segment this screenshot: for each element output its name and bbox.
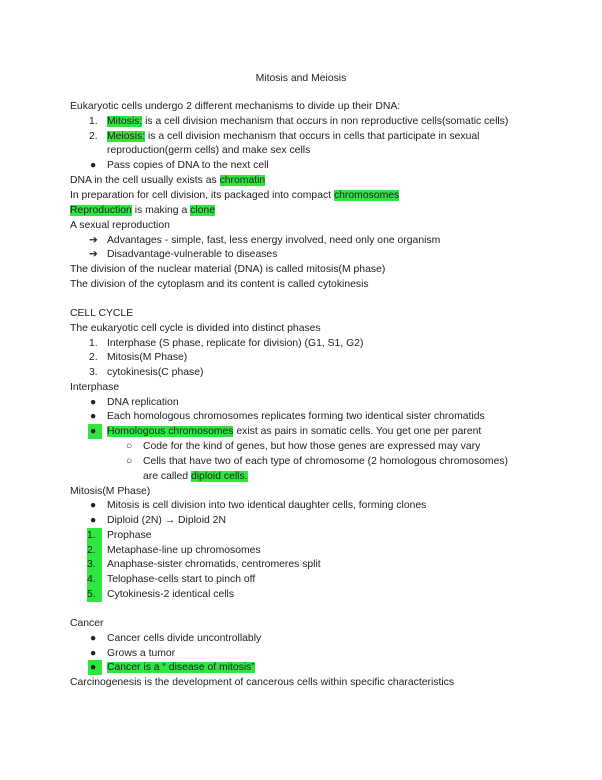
list-item: DNA replication xyxy=(107,397,179,408)
step-marker: 3. xyxy=(87,557,102,572)
reproduction-line: Reproduction is making a clone xyxy=(70,205,215,216)
highlight-homologous: Homologous chromosomes xyxy=(107,426,234,437)
dna-line: DNA in the cell usually exists as chromatin xyxy=(70,175,266,186)
bullet-marker: ● xyxy=(88,424,102,439)
step-marker: 4. xyxy=(87,572,102,587)
carcinogenesis-line: Carcinogenesis is the development of cancerous cells within specific characteristics xyxy=(70,677,455,688)
list-marker: 2. xyxy=(89,131,98,142)
cell-cycle-text: The eukaryotic cell cycle is divided into distinct phases xyxy=(70,323,321,334)
step-item: Cytokinesis-2 identical cells xyxy=(107,589,235,600)
bullet-marker: ● xyxy=(90,160,97,171)
step-item: Telophase-cells start to pinch off xyxy=(107,574,256,585)
list-item-disease-of-mitosis xyxy=(107,660,255,675)
list-item-pass-copies: Pass copies of DNA to the next cell xyxy=(107,160,269,171)
circle-bullet-icon: ○ xyxy=(126,441,133,452)
bullet-marker: ● xyxy=(88,660,102,675)
list-item: Mitosis(M Phase) xyxy=(107,352,188,363)
mitosis-heading: Mitosis(M Phase) xyxy=(70,486,151,497)
list-item: Diploid (2N) → Diploid 2N xyxy=(107,515,226,526)
cancer-heading: Cancer xyxy=(70,618,104,629)
highlight-chromatin: chromatin xyxy=(219,175,266,186)
list-item: cytokinesis(C phase) xyxy=(107,367,204,378)
bullet-marker: ● xyxy=(90,397,97,408)
list-marker: 1. xyxy=(89,338,98,349)
list-marker: 2. xyxy=(89,352,98,363)
circle-bullet-icon: ○ xyxy=(126,456,133,467)
highlight-disease: Cancer is a “ disease of mitosis” xyxy=(107,662,255,673)
bullet-marker: ● xyxy=(90,515,97,526)
step-item: Anaphase-sister chromatids, centromeres split xyxy=(107,559,321,570)
list-marker: 1. xyxy=(89,116,98,127)
list-item: Interphase (S phase, replicate for division) (G1, S1, G2) xyxy=(107,338,364,349)
asexual-heading: A sexual reproduction xyxy=(70,220,170,231)
highlight-meiosis: Meiosis: xyxy=(107,131,146,142)
list-item: Grows a tumor xyxy=(107,648,176,659)
cytokinesis-line: The division of the cytoplasm and its content is called cytokinesis xyxy=(70,279,369,290)
nuclear-division-line: The division of the nuclear material (DNA) is called mitosis(M phase) xyxy=(70,264,386,275)
intro-text: Eukaryotic cells undergo 2 different mechanisms to divide up their DNA: xyxy=(70,101,401,112)
list-item-disadvantage: Disadvantage-vulnerable to diseases xyxy=(107,249,278,260)
list-item: Mitosis is cell division into two identical daughter cells, forming clones xyxy=(107,500,427,511)
cell-cycle-heading: CELL CYCLE xyxy=(70,308,134,319)
prep-line: In preparation for cell division, its packaged into compact chromosomes xyxy=(70,190,400,201)
list-marker: 3. xyxy=(89,367,98,378)
arrow-icon: ➔ xyxy=(89,235,98,246)
arrow-icon: ➔ xyxy=(89,249,98,260)
bullet-marker: ● xyxy=(90,633,97,644)
list-item: Cancer cells divide uncontrollably xyxy=(107,633,262,644)
document-title: Mitosis and Meiosis xyxy=(255,73,347,84)
list-item-mitosis: Mitosis: is a cell division mechanism that occurs in non reproductive cells(somatic cells) xyxy=(107,116,509,127)
list-item-meiosis: Meiosis: is a cell division mechanism that occurs in cells that participate in sexual xyxy=(107,131,480,142)
step-marker: 5. xyxy=(87,587,102,602)
step-item: Prophase xyxy=(107,530,152,541)
highlight-chromosomes: chromosomes xyxy=(333,190,400,201)
step-item: Metaphase-line up chromosomes xyxy=(107,545,261,556)
sub-list-item: Code for the kind of genes, but how those genes are expressed may vary xyxy=(143,441,481,452)
bullet-marker: ● xyxy=(90,411,97,422)
bullet-marker: ● xyxy=(90,500,97,511)
sub-list-item: Cells that have two of each type of chromosome (2 homologous chromosomes) xyxy=(143,456,509,467)
highlight-diploid: diploid cells. xyxy=(190,471,248,482)
highlight-reproduction: Reproduction xyxy=(70,205,132,216)
sub-list-item-cont: are called diploid cells. xyxy=(143,471,248,482)
step-marker: 2. xyxy=(87,543,102,558)
highlight-mitosis: Mitosis: xyxy=(107,116,143,127)
list-item-homologous: Homologous chromosomes exist as pairs in somatic cells. You get one per parent xyxy=(107,426,482,437)
bullet-marker: ● xyxy=(90,648,97,659)
list-item: Each homologous chromosomes replicates forming two identical sister chromatids xyxy=(107,411,485,422)
list-item-advantages: Advantages - simple, fast, less energy involved, need only one organism xyxy=(107,235,441,246)
step-marker: 1. xyxy=(87,528,102,543)
interphase-heading: Interphase xyxy=(70,382,120,393)
highlight-clone: clone xyxy=(190,205,215,216)
list-item-meiosis-cont: reproduction(germ cells) and make sex cells xyxy=(107,145,311,156)
